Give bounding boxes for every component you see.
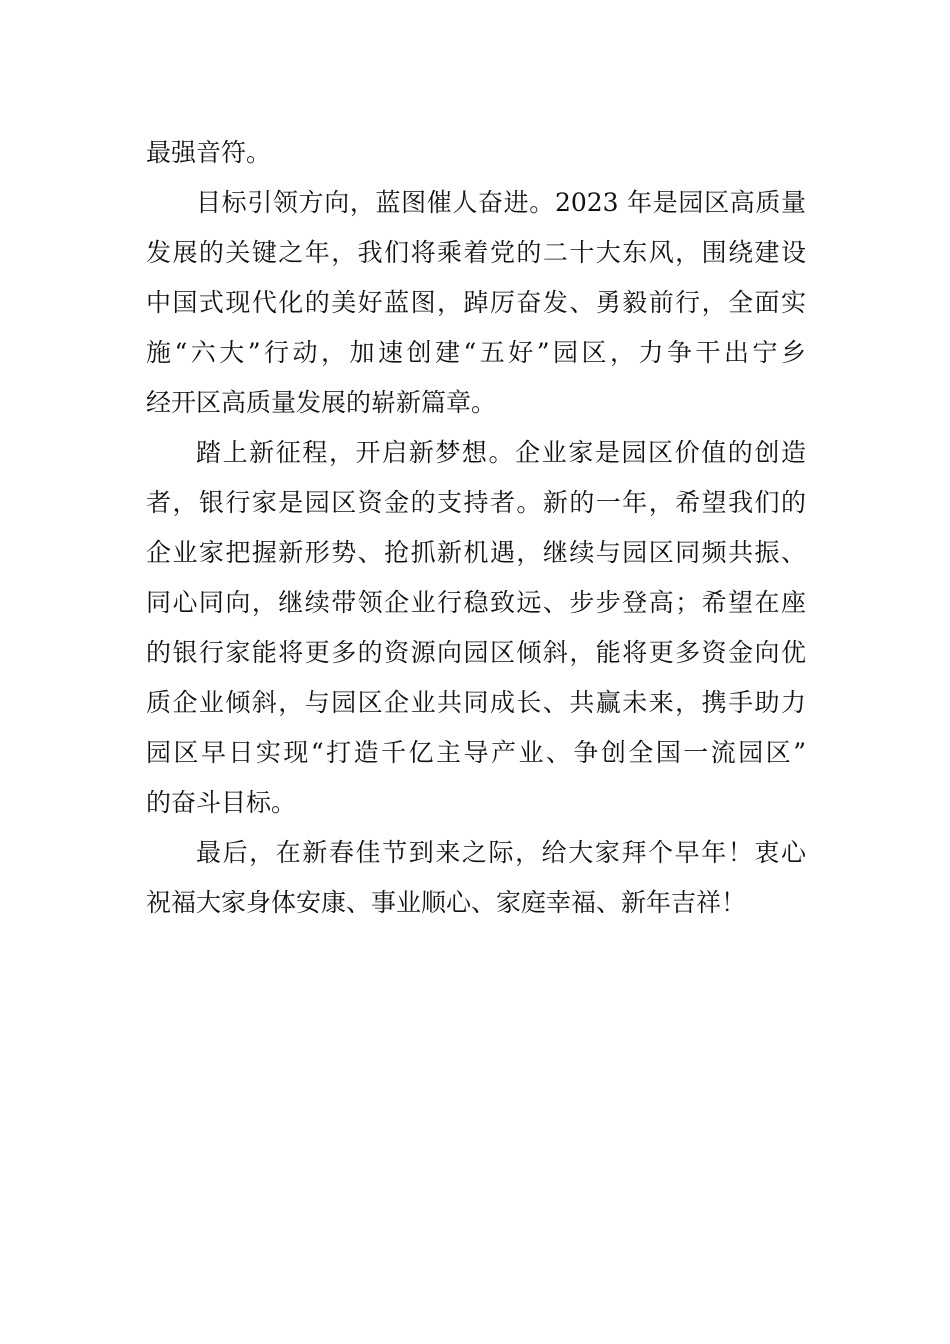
paragraph [146,428,806,828]
document-body [146,128,806,928]
text-line: 踏上新征程，开启新梦想。企业家是园区价值的创造 [196,438,806,467]
text-line: 目标引领方向，蓝图催人奋进。2023 年是园区高质量 [196,188,806,217]
text-line: 的奋斗目标。 [146,788,297,817]
text-line: 发展的关键之年，我们将乘着党的二十大东风，围绕建设 [146,238,806,267]
text-line: 施“六大”行动，加速创建“五好”园区，力争干出宁乡 [146,338,806,367]
text-line: 企业家把握新形势、抢抓新机遇，继续与园区同频共振、 [146,538,806,567]
text-line: 祝福大家身体安康、事业顺心、家庭幸福、新年吉祥！ [146,888,747,917]
paragraph [146,828,806,928]
text-line: 的银行家能将更多的资源向园区倾斜，能将更多资金向优 [146,638,806,667]
paragraph [146,128,806,178]
text-line: 最后，在新春佳节到来之际，给大家拜个早年！衷心 [196,838,806,867]
paragraph [146,178,806,428]
text-line: 经开区高质量发展的崭新篇章。 [146,388,497,417]
text-line: 同心同向，继续带领企业行稳致远、步步登高；希望在座 [146,588,806,617]
text-line: 中国式现代化的美好蓝图，踔厉奋发、勇毅前行，全面实 [146,288,806,317]
text-line: 园区早日实现“打造千亿主导产业、争创全国一流园区” [146,738,806,767]
text-line: 质企业倾斜，与园区企业共同成长、共赢未来，携手助力 [146,688,806,717]
text-line: 最强音符。 [146,138,272,167]
text-line: 者，银行家是园区资金的支持者。新的一年，希望我们的 [146,488,806,517]
